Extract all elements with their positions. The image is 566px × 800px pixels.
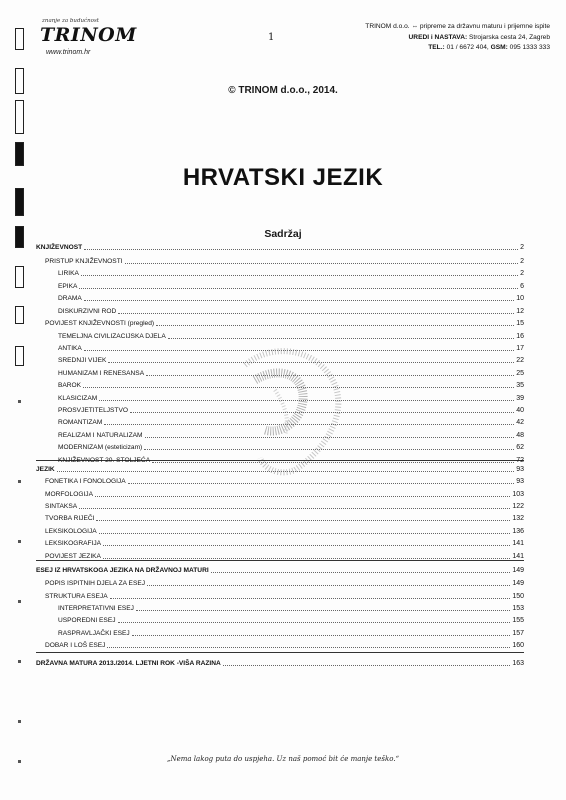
toc-entry[interactable] bbox=[58, 291, 524, 302]
toc-leader-dots bbox=[103, 544, 510, 546]
toc-entry-label: DRAMA bbox=[58, 295, 82, 302]
toc-entry-page: 149 bbox=[512, 580, 524, 587]
toc-entry-page: 157 bbox=[512, 630, 524, 637]
toc-entry[interactable] bbox=[45, 487, 524, 498]
toc-leader-dots bbox=[103, 557, 510, 559]
tel-label: TEL.: bbox=[428, 44, 445, 51]
toc-leader-dots bbox=[145, 436, 515, 438]
toc-entry[interactable] bbox=[58, 626, 524, 637]
toc-entry-label: MORFOLOGIJA bbox=[45, 491, 93, 498]
toc-entry-page: 136 bbox=[512, 528, 524, 535]
address-label: UREDI i NASTAVA: bbox=[408, 33, 468, 41]
document-title: HRVATSKI JEZIK bbox=[182, 164, 384, 191]
toc-entry-page: 2 bbox=[520, 244, 524, 251]
toc-entry-page: 16 bbox=[516, 333, 524, 340]
toc-leader-dots bbox=[79, 287, 518, 289]
toc-leader-dots bbox=[128, 482, 515, 484]
toc-entry-page: 122 bbox=[512, 503, 524, 510]
toc-entry-label: LEKSIKOLOGIJA bbox=[45, 528, 97, 535]
toc-entry[interactable] bbox=[36, 462, 524, 473]
toc-entry-page: 150 bbox=[512, 593, 524, 600]
toc-entry-page: 93 bbox=[516, 466, 524, 473]
tel-value: 01 / 6672 404, bbox=[446, 44, 489, 51]
toc-entry-page: 22 bbox=[516, 357, 524, 364]
toc-entry[interactable] bbox=[36, 240, 524, 251]
toc-leader-dots bbox=[99, 399, 514, 401]
toc-leader-dots bbox=[84, 299, 514, 301]
logo-url[interactable]: www.trinom.hr bbox=[46, 49, 91, 56]
toc-entry-page: 25 bbox=[516, 370, 524, 377]
toc-entry[interactable] bbox=[36, 563, 524, 574]
toc-leader-dots bbox=[95, 495, 510, 497]
toc-entry-page: 153 bbox=[512, 605, 524, 612]
toc-entry-page: 17 bbox=[516, 345, 524, 352]
toc-leader-dots bbox=[79, 507, 510, 509]
toc-entry[interactable] bbox=[58, 391, 524, 402]
toc-entry[interactable] bbox=[58, 304, 524, 315]
toc-entry-label: DOBAR I LOŠ ESEJ bbox=[45, 642, 106, 649]
toc-entry-page: 35 bbox=[516, 382, 524, 389]
toc-leader-dots bbox=[57, 470, 515, 472]
toc-entry-label: KNJIŽEVNOST 20. STOLJEĆA bbox=[58, 457, 151, 464]
toc-entry[interactable] bbox=[45, 549, 524, 560]
toc-entry-label: TEMELJNA CIVILIZACIJSKA DJELA bbox=[58, 333, 166, 340]
toc-entry-page: 12 bbox=[516, 308, 524, 315]
toc-entry-label: ROMANTIZAM bbox=[58, 419, 103, 426]
copyright-notice: © TRINOM d.o.o., 2014. bbox=[228, 85, 338, 96]
toc-entry-label: LEKSIKOGRAFIJA bbox=[45, 540, 102, 547]
toc-entry[interactable] bbox=[45, 576, 524, 587]
toc-entry-label: ESEJ IZ HRVATSKOGA JEZIKA NA DRŽAVNOJ MATURI bbox=[36, 567, 209, 574]
toc-entry[interactable] bbox=[45, 474, 524, 485]
toc-entry-page: 10 bbox=[516, 295, 524, 302]
toc-entry[interactable] bbox=[45, 589, 524, 600]
toc-entry-page: 163 bbox=[512, 660, 524, 667]
toc-entry-page: 39 bbox=[516, 395, 524, 402]
toc-entry[interactable] bbox=[58, 266, 524, 277]
toc-entry-label: BAROK bbox=[58, 382, 82, 389]
toc-entry-label: SINTAKSA bbox=[45, 503, 78, 510]
toc-entry-label: LIRIKA bbox=[58, 270, 79, 277]
toc-entry-label: POVIJEST KNJIŽEVNOSTI (pregled) bbox=[45, 320, 155, 327]
toc-entry-label: FONETIKA I FONOLOGIJA bbox=[45, 478, 126, 485]
toc-entry-label: USPOREDNI ESEJ bbox=[58, 617, 116, 624]
toc-leader-dots bbox=[132, 634, 511, 636]
toc-entry-page: 72 bbox=[516, 457, 524, 464]
toc-entry-label: ANTIKA bbox=[58, 345, 82, 352]
toc-entry-label: HUMANIZAM I RENESANSA bbox=[58, 370, 145, 377]
toc-leader-dots bbox=[146, 374, 514, 376]
toc-entry-page: 141 bbox=[512, 540, 524, 547]
toc-leader-dots bbox=[96, 519, 510, 521]
toc-entry-page: 2 bbox=[520, 270, 524, 277]
toc-entry-page: 40 bbox=[516, 407, 524, 414]
toc-leader-dots bbox=[144, 448, 514, 450]
toc-entry[interactable] bbox=[36, 656, 524, 667]
toc-leader-dots bbox=[104, 423, 514, 425]
toc-entry[interactable] bbox=[45, 536, 524, 547]
toc-leader-dots bbox=[107, 646, 510, 648]
gsm-value: 095 1333 333 bbox=[509, 44, 550, 51]
toc-entry-label: INTERPRETATIVNI ESEJ bbox=[58, 605, 134, 612]
toc-leader-dots bbox=[130, 411, 514, 413]
toc-entry-page: 132 bbox=[512, 515, 524, 522]
toc-entry-page: 6 bbox=[520, 283, 524, 290]
toc-entry[interactable] bbox=[58, 378, 524, 389]
toc-leader-dots bbox=[223, 664, 511, 666]
toc-entry-page: 15 bbox=[516, 320, 524, 327]
toc-entry-page: 42 bbox=[516, 419, 524, 426]
toc-entry[interactable] bbox=[58, 329, 524, 340]
toc-heading: Sadržaj bbox=[264, 228, 302, 240]
logo-tagline: znanje za budućnost bbox=[42, 18, 99, 24]
toc-entry-label: PRISTUP KNJIŽEVNOSTI bbox=[45, 258, 123, 265]
toc-entry[interactable] bbox=[58, 613, 524, 624]
toc-entry-label: JEZIK bbox=[36, 466, 55, 473]
toc-entry-page: 93 bbox=[516, 478, 524, 485]
toc-leader-dots bbox=[81, 274, 518, 276]
company-line: TRINOM d.o.o. ⇔ pripreme za državnu maturu i prijemne ispite bbox=[365, 23, 550, 30]
toc-entry[interactable] bbox=[58, 366, 524, 377]
toc-leader-dots bbox=[84, 349, 514, 351]
toc-leader-dots bbox=[108, 361, 514, 363]
toc-entry-label: STRUKTURA ESEJA bbox=[45, 593, 108, 600]
toc-leader-dots bbox=[118, 621, 511, 623]
page-number: 1 bbox=[268, 32, 275, 43]
toc-entry-label: KNJIŽEVNOST bbox=[36, 244, 83, 251]
toc-entry-label: MODERNIZAM (esteticizam) bbox=[58, 444, 143, 451]
toc-entry-label: TVORBA RIJEČI bbox=[45, 515, 95, 522]
toc-entry-label: DISKURZIVNI ROD bbox=[58, 308, 117, 315]
toc-leader-dots bbox=[136, 609, 510, 611]
toc-entry-label: REALIZAM I NATURALIZAM bbox=[58, 432, 143, 439]
toc-entry[interactable] bbox=[45, 254, 524, 265]
toc-leader-dots bbox=[156, 324, 514, 326]
toc-entry-label: SREDNJI VIJEK bbox=[58, 357, 107, 364]
toc-entry[interactable] bbox=[45, 316, 524, 327]
toc-entry[interactable] bbox=[58, 353, 524, 364]
toc-leader-dots bbox=[168, 337, 514, 339]
toc-entry-page: 48 bbox=[516, 432, 524, 439]
toc-entry-label: EPIKA bbox=[58, 283, 78, 290]
toc-leader-dots bbox=[147, 584, 510, 586]
toc-entry[interactable] bbox=[45, 524, 524, 535]
toc-entry-page: 155 bbox=[512, 617, 524, 624]
toc-entry-label: KLASICIZAM bbox=[58, 395, 98, 402]
gsm-label: GSM: bbox=[490, 44, 508, 51]
toc-entry-page: 2 bbox=[520, 258, 524, 265]
toc-entry[interactable] bbox=[45, 511, 524, 522]
toc-entry[interactable] bbox=[58, 601, 524, 612]
toc-entry-page: 160 bbox=[512, 642, 524, 649]
toc-entry-label: DRŽAVNA MATURA 2013./2014. LJETNI ROK -VIŠA RAZINA bbox=[36, 660, 221, 667]
toc-entry[interactable] bbox=[45, 638, 524, 649]
toc-leader-dots bbox=[110, 597, 511, 599]
toc-leader-dots bbox=[83, 386, 514, 388]
toc-entry[interactable] bbox=[45, 499, 524, 510]
footer-quote: „Nema lakog puta do uspjeha. Uz naš pomoć bit će manje teško.“ bbox=[166, 755, 400, 763]
toc-entry[interactable] bbox=[58, 428, 524, 439]
toc-entry-page: 103 bbox=[512, 491, 524, 498]
toc-entry[interactable] bbox=[58, 403, 524, 414]
toc-entry[interactable] bbox=[58, 341, 524, 352]
toc-entry[interactable] bbox=[58, 415, 524, 426]
toc-entry-label: PROSVJETITELJSTVO bbox=[58, 407, 128, 414]
toc-leader-dots bbox=[99, 532, 511, 534]
toc-entry-page: 62 bbox=[516, 444, 524, 451]
logo-name: TRINOM bbox=[40, 24, 137, 46]
toc-leader-dots bbox=[125, 262, 519, 264]
toc-section-divider bbox=[36, 560, 524, 561]
toc-entry[interactable] bbox=[58, 279, 524, 290]
toc-entry[interactable] bbox=[58, 440, 524, 451]
address-value: Strojarska cesta 24, Zagreb bbox=[469, 33, 550, 41]
toc-entry-page: 149 bbox=[512, 567, 524, 574]
toc-leader-dots bbox=[118, 312, 514, 314]
toc-entry-label: RASPRAVLJAČKI ESEJ bbox=[58, 630, 130, 637]
toc-leader-dots bbox=[211, 571, 511, 573]
toc-entry-label: POPIS ISPITNIH DJELA ZA ESEJ bbox=[45, 580, 146, 587]
toc-entry-page: 141 bbox=[512, 553, 524, 560]
toc-leader-dots bbox=[84, 248, 518, 250]
toc-entry-label: POVIJEST JEZIKA bbox=[45, 553, 101, 560]
toc-section-divider bbox=[36, 652, 524, 653]
